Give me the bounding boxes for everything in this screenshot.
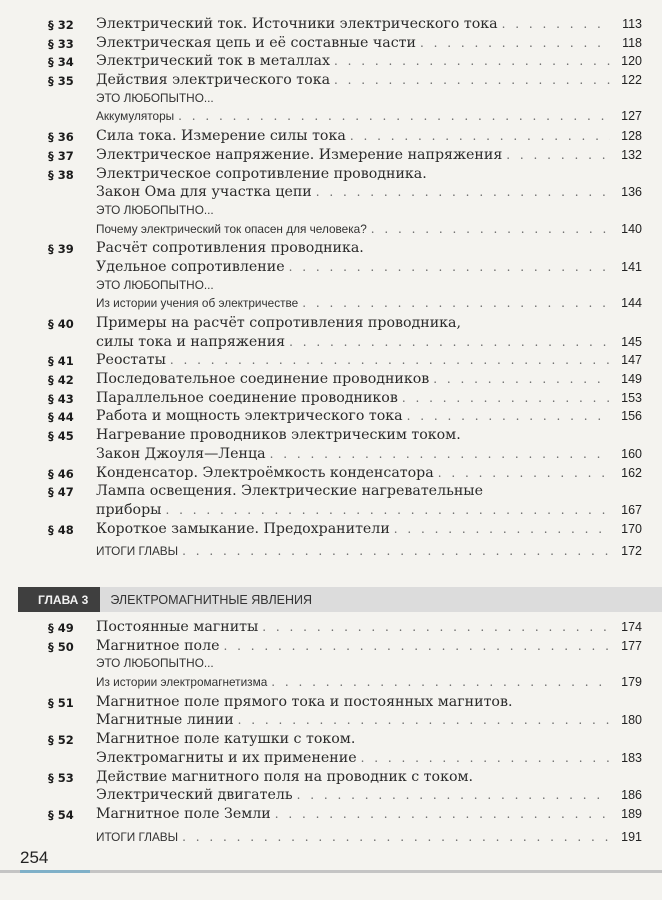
toc-entry <box>0 787 662 806</box>
toc-entry <box>0 334 662 353</box>
entry-title: Закон Ома для участка цепи <box>96 184 312 201</box>
toc-entry <box>0 315 662 334</box>
toc-entry <box>0 184 662 203</box>
section-number: § 43 <box>48 391 74 406</box>
page-ref: 149 <box>621 372 642 387</box>
page-ref: 172 <box>621 544 642 559</box>
section-number: § 35 <box>48 74 74 89</box>
leader-dots <box>394 522 610 536</box>
leader-dots <box>238 713 610 727</box>
page-ref: 186 <box>621 788 642 803</box>
toc-entry <box>0 91 662 110</box>
leader-dots <box>371 222 610 236</box>
page-ref: 177 <box>621 638 642 653</box>
page-ref: 127 <box>621 109 642 124</box>
entry-title: Реостаты <box>96 352 166 369</box>
section-number: § 46 <box>48 466 74 481</box>
toc-entry <box>0 675 662 694</box>
section-number: § 36 <box>48 130 74 145</box>
entry-title: Лампа освещения. Электрические нагревательные <box>96 483 483 500</box>
toc-entry <box>0 619 662 638</box>
section-number: § 34 <box>48 55 74 70</box>
toc-entry <box>0 427 662 446</box>
section-number: § 32 <box>48 18 74 32</box>
page-ref: 120 <box>621 54 642 69</box>
toc-entry <box>0 521 662 540</box>
leader-dots <box>502 17 610 31</box>
leader-dots <box>420 36 610 50</box>
toc-entry <box>0 278 662 297</box>
toc-entry <box>0 694 662 713</box>
section-number: § 42 <box>48 373 74 388</box>
leader-dots <box>506 148 610 162</box>
leader-dots <box>270 447 610 461</box>
footer-rule <box>0 870 662 873</box>
section-number: § 47 <box>48 485 74 500</box>
toc-entry <box>0 240 662 259</box>
footer-accent-bar <box>20 870 90 873</box>
toc-entry <box>0 203 662 222</box>
toc-entry <box>0 502 662 521</box>
entry-title: Расчёт сопротивления проводника. <box>96 240 364 257</box>
toc-entry <box>0 408 662 427</box>
entry-title: Электрический двигатель <box>96 787 293 804</box>
toc-entry <box>0 109 662 128</box>
entry-title: Короткое замыкание. Предохранители <box>96 520 390 537</box>
section-number: § 53 <box>48 770 74 785</box>
section-number: § 44 <box>48 410 74 425</box>
entry-title: Конденсатор. Электроёмкость конденсатора <box>96 464 434 481</box>
entry-title: Удельное сопротивление <box>96 258 285 275</box>
section-number: § 37 <box>48 148 74 163</box>
page-ref: 167 <box>621 502 642 517</box>
page-ref: 174 <box>621 620 642 634</box>
entry-title: Последовательное соединение проводников <box>96 371 430 388</box>
page-ref: 122 <box>621 73 642 88</box>
chapter-heading <box>18 587 662 612</box>
entry-title: Работа и мощность электрического тока <box>96 408 403 425</box>
toc-entry <box>0 16 662 35</box>
leader-dots <box>275 807 610 821</box>
page-ref: 118 <box>622 35 642 50</box>
page-ref: 179 <box>621 675 642 690</box>
toc-entry <box>0 483 662 502</box>
toc-entry <box>0 371 662 390</box>
entry-title: Электрический ток. Источники электрического тока <box>96 16 498 32</box>
page-ref: 153 <box>621 390 642 405</box>
chapter-tag: ГЛАВА 3 <box>18 587 100 612</box>
leader-dots <box>350 129 610 143</box>
leader-dots <box>262 620 610 634</box>
toc-entry <box>0 53 662 72</box>
toc-entry <box>0 128 662 147</box>
leader-dots <box>271 675 610 689</box>
section-number: § 52 <box>48 733 74 748</box>
entry-title: Магнитное поле катушки с током. <box>96 731 356 748</box>
entry-title: ЭТО ЛЮБОПЫТНО... <box>96 202 214 217</box>
section-number: § 54 <box>48 807 74 822</box>
leader-dots <box>170 353 610 367</box>
page-ref: 141 <box>621 259 642 274</box>
section-number: § 51 <box>48 695 74 710</box>
toc-entry <box>0 72 662 91</box>
toc-entry <box>0 656 662 675</box>
entry-title: Параллельное соединение проводников <box>96 389 398 406</box>
toc-entry <box>0 222 662 241</box>
toc-chapter-2-list <box>0 16 662 563</box>
chapter-title: ЭЛЕКТРОМАГНИТНЫЕ ЯВЛЕНИЯ <box>110 592 313 607</box>
toc-entry <box>0 731 662 750</box>
leader-dots <box>433 372 610 386</box>
entry-title: Магнитное поле прямого тока и постоянных магнитов. <box>96 693 513 710</box>
page-ref: 180 <box>621 713 642 728</box>
entry-title: Из истории электромагнетизма <box>96 675 268 690</box>
page-ref: 147 <box>621 353 642 368</box>
leader-dots <box>316 185 610 199</box>
entry-title: Почему электрический ток опасен для человека? <box>96 221 367 236</box>
toc-entry <box>0 35 662 54</box>
leader-dots <box>182 544 610 558</box>
toc-entry <box>0 769 662 788</box>
page-ref: 136 <box>621 185 642 200</box>
toc-entry <box>0 712 662 731</box>
section-number: § 33 <box>48 36 74 51</box>
toc-entry <box>0 259 662 278</box>
entry-title: ИТОГИ ГЛАВЫ <box>96 829 179 844</box>
page-ref: 170 <box>621 521 642 536</box>
section-number: § 45 <box>48 429 74 444</box>
leader-dots <box>402 391 610 405</box>
leader-dots <box>224 639 611 653</box>
entry-title: Из истории учения об электричестве <box>96 296 299 311</box>
toc-entry <box>0 465 662 484</box>
leader-dots <box>407 409 610 423</box>
entry-title: Электрический ток в металлах <box>96 53 331 70</box>
toc-entry <box>0 147 662 166</box>
page-ref: 145 <box>621 334 642 349</box>
leader-dots <box>182 830 610 844</box>
leader-dots <box>178 109 610 123</box>
toc-entry <box>0 166 662 185</box>
entry-title: Магнитное поле <box>96 637 220 654</box>
section-number: § 40 <box>48 317 74 331</box>
section-number: § 38 <box>48 167 74 182</box>
toc-entry <box>0 638 662 657</box>
entry-title: приборы <box>96 501 162 518</box>
entry-title: Электромагниты и их применение <box>96 749 357 766</box>
toc-chapter-3-list <box>0 619 662 848</box>
entry-title: Закон Джоуля—Ленца <box>96 445 266 462</box>
entry-title: Магнитные линии <box>96 712 234 729</box>
page-ref: 128 <box>621 129 642 144</box>
entry-title: Электрическое напряжение. Измерение напряжения <box>96 146 503 163</box>
section-number: § 39 <box>48 242 74 257</box>
page-ref: 132 <box>621 147 642 162</box>
section-number: § 49 <box>48 621 74 635</box>
leader-dots <box>438 466 610 480</box>
section-number: § 48 <box>48 522 74 537</box>
entry-title: ИТОГИ ГЛАВЫ <box>96 544 179 559</box>
toc-entry <box>0 830 662 849</box>
entry-title: ЭТО ЛЮБОПЫТНО... <box>96 90 214 105</box>
entry-title: Постоянные магниты <box>96 619 259 635</box>
page-ref: 162 <box>621 465 642 480</box>
leader-dots <box>302 296 610 310</box>
entry-title: силы тока и напряжения <box>96 333 286 350</box>
entry-title: Нагревание проводников электрическим током. <box>96 427 461 444</box>
entry-title: Электрическая цепь и её составные части <box>96 34 416 51</box>
entry-title: Магнитное поле Земли <box>96 805 271 822</box>
page-ref: 160 <box>621 446 642 461</box>
toc-entry <box>0 750 662 769</box>
entry-title: ЭТО ЛЮБОПЫТНО... <box>96 277 214 292</box>
entry-title: Сила тока. Измерение силы тока <box>96 128 346 145</box>
entry-title: Электрическое сопротивление проводника. <box>96 165 427 182</box>
toc-entry <box>0 390 662 409</box>
leader-dots <box>361 751 610 765</box>
entry-title: ЭТО ЛЮБОПЫТНО... <box>96 656 214 671</box>
toc-entry <box>0 352 662 371</box>
section-number: § 50 <box>48 639 74 654</box>
page-ref: 189 <box>621 806 642 821</box>
page-ref: 191 <box>621 829 642 844</box>
entry-title: Действие магнитного поля на проводник с током. <box>96 768 474 785</box>
toc-entry <box>0 544 662 563</box>
leader-dots <box>165 503 610 517</box>
entry-title: Аккумуляторы <box>96 109 175 124</box>
toc-entry <box>0 296 662 315</box>
leader-dots <box>289 335 610 349</box>
page-ref: 113 <box>622 17 642 31</box>
page-ref: 144 <box>621 296 642 311</box>
entry-title: Действия электрического тока <box>96 72 331 89</box>
page-ref: 156 <box>621 409 642 424</box>
page-ref: 183 <box>621 750 642 765</box>
leader-dots <box>297 788 610 802</box>
page-ref: 140 <box>621 221 642 236</box>
leader-dots <box>289 260 610 274</box>
leader-dots <box>334 54 610 68</box>
toc-entry <box>0 446 662 465</box>
toc-entry <box>0 806 662 825</box>
leader-dots <box>334 73 610 87</box>
section-number: § 41 <box>48 354 74 369</box>
page-number: 254 <box>20 848 49 867</box>
entry-title: Примеры на расчёт сопротивления проводника, <box>96 315 462 331</box>
